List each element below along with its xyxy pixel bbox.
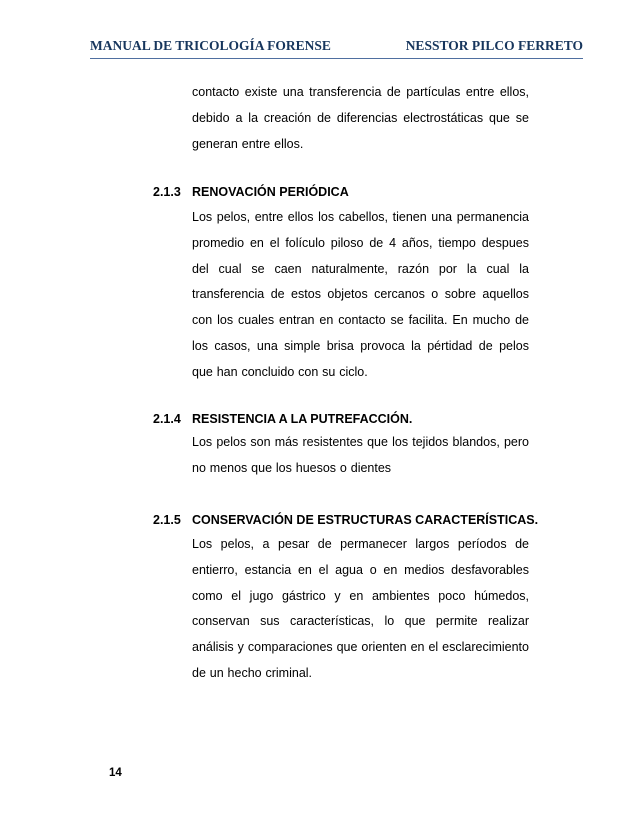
- section-title: RENOVACIÓN PERIÓDICA: [192, 185, 349, 199]
- intro-paragraph: contacto existe una transferencia de partículas entre ellos, debido a la creación de diferencias electrostáticas que se generan entre ellos.: [192, 85, 529, 151]
- page-number: 14: [109, 767, 122, 779]
- section-number: 2.1.3: [153, 185, 181, 199]
- section-number: 2.1.5: [153, 513, 181, 527]
- section-paragraph: Los pelos, entre ellos los cabellos, tienen una permanencia promedio en el folículo piloso de 4 años, tiempo despues del cual se caen naturalmente, razón por la cual la transferencia de estos objetos cercanos o sobre aquellos con los cuales entran en contacto se facilita. En mucho de los casos, una simple brisa provoca la pértidad de pelos que han concluido con su ciclo.: [192, 210, 529, 379]
- section-paragraph: Los pelos, a pesar de permanecer largos períodos de entierro, estancia en el agua o en medios desfavorables como el jugo gástrico y en ambientes poco húmedos, conservan sus características, lo que permite realizar análisis y comparaciones que orienten en el esclarecimiento de un hecho criminal.: [192, 537, 529, 680]
- section-title: CONSERVACIÓN DE ESTRUCTURAS CARACTERÍSTICAS.: [192, 513, 539, 527]
- section-title: RESISTENCIA A LA PUTREFACCIÓN.: [192, 412, 413, 426]
- page-body: [0, 80, 638, 720]
- page-header: [90, 38, 583, 59]
- header-author: NESSTOR PILCO FERRETO: [405, 38, 583, 53]
- section-number: 2.1.4: [153, 412, 181, 426]
- header-book-title: MANUAL DE TRICOLOGÍA FORENSE: [90, 38, 331, 53]
- section-paragraph: Los pelos son más resistentes que los tejidos blandos, pero no menos que los huesos o dientes: [192, 435, 529, 475]
